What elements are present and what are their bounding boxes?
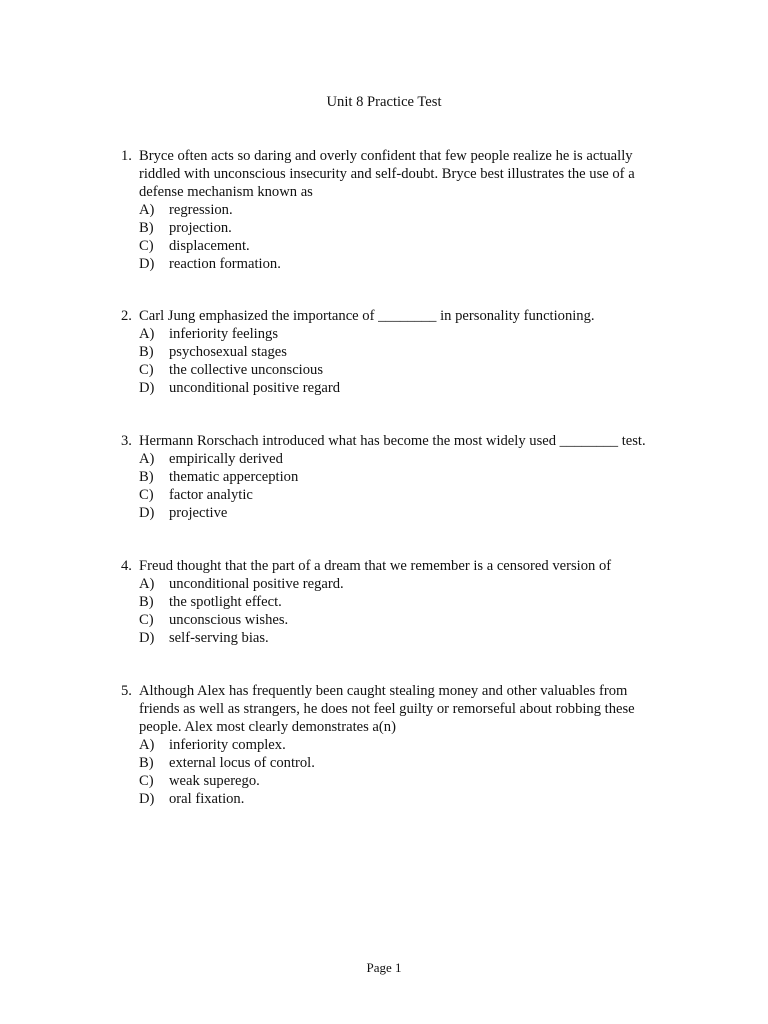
question-number: 3.: [121, 433, 132, 449]
question-text-line: Hermann Rorschach introduced what has become the most widely used ________ test.: [139, 433, 646, 449]
question-text-line: Although Alex has frequently been caught stealing money and other valuables from: [139, 683, 628, 699]
question-text-line: Freud thought that the part of a dream that we remember is a censored version of: [139, 558, 612, 574]
option-letter: B): [139, 344, 154, 360]
option-letter: A): [139, 576, 155, 592]
answer-option-b: [139, 468, 661, 486]
option-letter: D): [139, 256, 155, 272]
question-text-line: riddled with unconscious insecurity and self-doubt. Bryce best illustrates the use of a: [139, 166, 635, 182]
option-text: psychosexual stages: [169, 344, 287, 360]
question-text-line: Carl Jung emphasized the importance of ________ in personality functioning.: [139, 308, 595, 324]
option-text: the spotlight effect.: [169, 594, 282, 610]
option-text: the collective unconscious: [169, 362, 323, 378]
option-letter: A): [139, 202, 155, 218]
question-2: [121, 307, 661, 397]
option-text: projection.: [169, 220, 232, 236]
option-letter: D): [139, 380, 155, 396]
option-letter: B): [139, 220, 154, 236]
answer-option-a: [139, 450, 661, 468]
answer-option-b: [139, 593, 661, 611]
answer-option-c: [139, 486, 661, 504]
option-letter: B): [139, 755, 154, 771]
option-text: displacement.: [169, 238, 250, 254]
question-4: [121, 557, 661, 647]
option-text: unconditional positive regard.: [169, 576, 344, 592]
question-text-line: defense mechanism known as: [139, 184, 313, 200]
option-text: regression.: [169, 202, 233, 218]
question-text-line: people. Alex most clearly demonstrates a(n): [139, 719, 396, 735]
page-title: Unit 8 Practice Test: [326, 94, 442, 110]
option-text: empirically derived: [169, 451, 283, 467]
answer-option-a: [139, 325, 661, 343]
answer-option-d: [139, 379, 661, 397]
question-text-line: Bryce often acts so daring and overly confident that few people realize he is actually: [139, 148, 633, 164]
option-letter: D): [139, 630, 155, 646]
option-letter: A): [139, 737, 155, 753]
answer-option-d: [139, 255, 661, 273]
answer-option-b: [139, 219, 661, 237]
option-letter: C): [139, 612, 154, 628]
option-text: oral fixation.: [169, 791, 245, 807]
option-letter: C): [139, 362, 154, 378]
option-letter: D): [139, 791, 155, 807]
option-text: inferiority complex.: [169, 737, 286, 753]
option-letter: A): [139, 451, 155, 467]
option-text: unconditional positive regard: [169, 380, 341, 396]
option-letter: A): [139, 326, 155, 342]
question-number: 1.: [121, 148, 132, 164]
answer-option-c: [139, 611, 661, 629]
option-text: projective: [169, 505, 228, 521]
option-text: factor analytic: [169, 487, 253, 503]
option-letter: B): [139, 594, 154, 610]
answer-option-c: [139, 361, 661, 379]
answer-option-d: [139, 790, 661, 808]
option-letter: C): [139, 487, 154, 503]
option-letter: C): [139, 773, 154, 789]
question-text-line: friends as well as strangers, he does not feel guilty or remorseful about robbing these: [139, 701, 635, 717]
answer-option-a: [139, 575, 661, 593]
option-letter: D): [139, 505, 155, 521]
question-number: 2.: [121, 308, 132, 324]
option-text: external locus of control.: [169, 755, 315, 771]
question-5: [121, 682, 661, 808]
answer-option-b: [139, 343, 661, 361]
option-text: self-serving bias.: [169, 630, 269, 646]
option-text: inferiority feelings: [169, 326, 279, 342]
answer-option-c: [139, 772, 661, 790]
question-3: [121, 432, 661, 522]
question-number: 5.: [121, 683, 132, 699]
answer-option-d: [139, 629, 661, 647]
question-1: [121, 147, 661, 273]
answer-option-a: [139, 201, 661, 219]
answer-option-c: [139, 237, 661, 255]
page-footer: Page 1: [366, 960, 402, 975]
option-letter: B): [139, 469, 154, 485]
answer-option-d: [139, 504, 661, 522]
option-text: weak superego.: [169, 773, 260, 789]
option-text: unconscious wishes.: [169, 612, 289, 628]
option-text: thematic apperception: [169, 469, 299, 485]
option-text: reaction formation.: [169, 256, 281, 272]
question-number: 4.: [121, 558, 132, 574]
answer-option-b: [139, 754, 661, 772]
answer-option-a: [139, 736, 661, 754]
option-letter: C): [139, 238, 154, 254]
